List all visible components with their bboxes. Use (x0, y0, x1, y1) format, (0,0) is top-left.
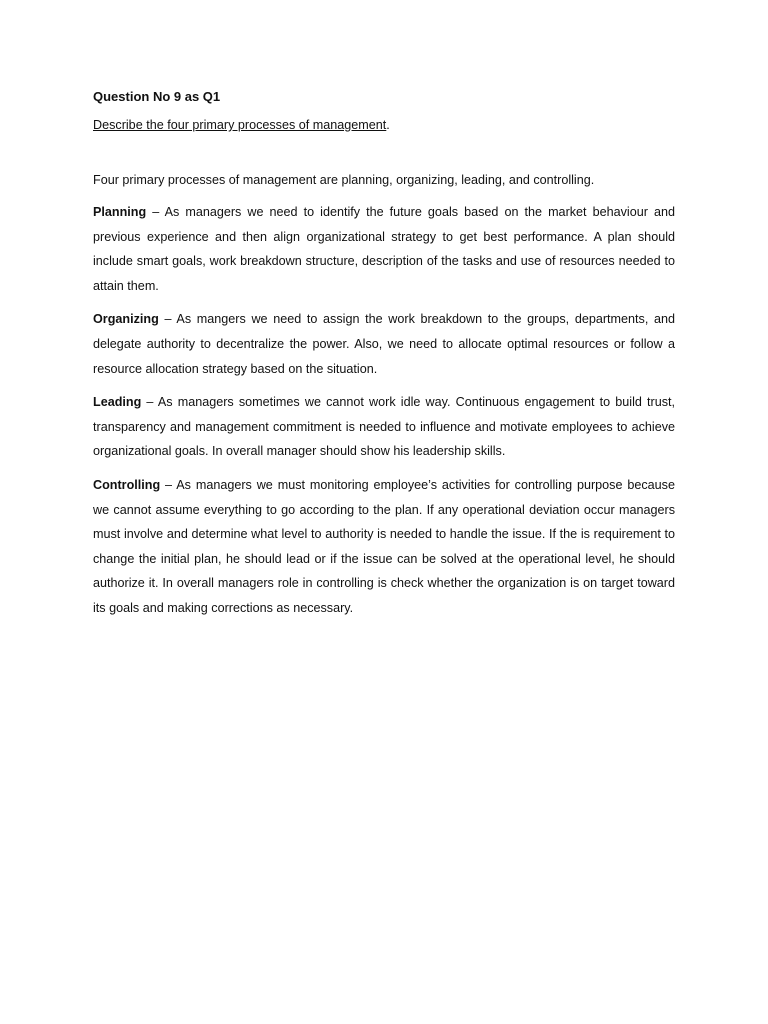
question-prompt (93, 114, 675, 136)
question-prompt-period: . (386, 118, 390, 132)
controlling-paragraph (93, 473, 675, 621)
document-body (93, 86, 675, 621)
leading-term: Leading (93, 395, 142, 410)
planning-text: – As managers we need to identify the future goals based on the market behaviour and previous experience and then align organizational strategy to get best performance. A plan should include smart goals, work breakdown structure, description of the tasks and use of resources needed to attain them. (93, 205, 675, 293)
question-heading: Question No 9 as Q1 (93, 89, 221, 104)
controlling-term: Controlling (93, 477, 161, 492)
organizing-term: Organizing (93, 312, 159, 327)
question-prompt-text: Describe the four primary processes of management (93, 118, 387, 132)
controlling-text: – As managers we must monitoring employee’s activities for controlling purpose because we cannot assume everything to go according to the plan. If any operational deviation occur managers must involve and determine what level to authority is needed to handle the issue. If the is requirement to change the initial plan, he should lead or if the issue can be solved at the operational level, he should authorize it. In overall managers role in controlling is check whether the organization is on target toward its goals and making corrections as necessary. (93, 477, 675, 615)
leading-text: – As managers sometimes we cannot work idle way. Continuous engagement to build trust, transparency and management commitment is needed to influence and motivate employees to achieve organizational goals. In overall manager should show his leadership skills. (93, 395, 675, 459)
planning-term: Planning (93, 205, 147, 219)
organizing-paragraph (93, 307, 675, 381)
planning-paragraph (93, 200, 675, 298)
organizing-text: – As mangers we need to assign the work breakdown to the groups, departments, and delegate authority to decentralize the power. Also, we need to allocate optimal resources or follow a resource allocation strategy based on the situation. (93, 312, 675, 376)
intro-paragraph: Four primary processes of management are planning, organizing, leading, and controlling. (93, 173, 595, 187)
leading-paragraph (93, 390, 675, 464)
